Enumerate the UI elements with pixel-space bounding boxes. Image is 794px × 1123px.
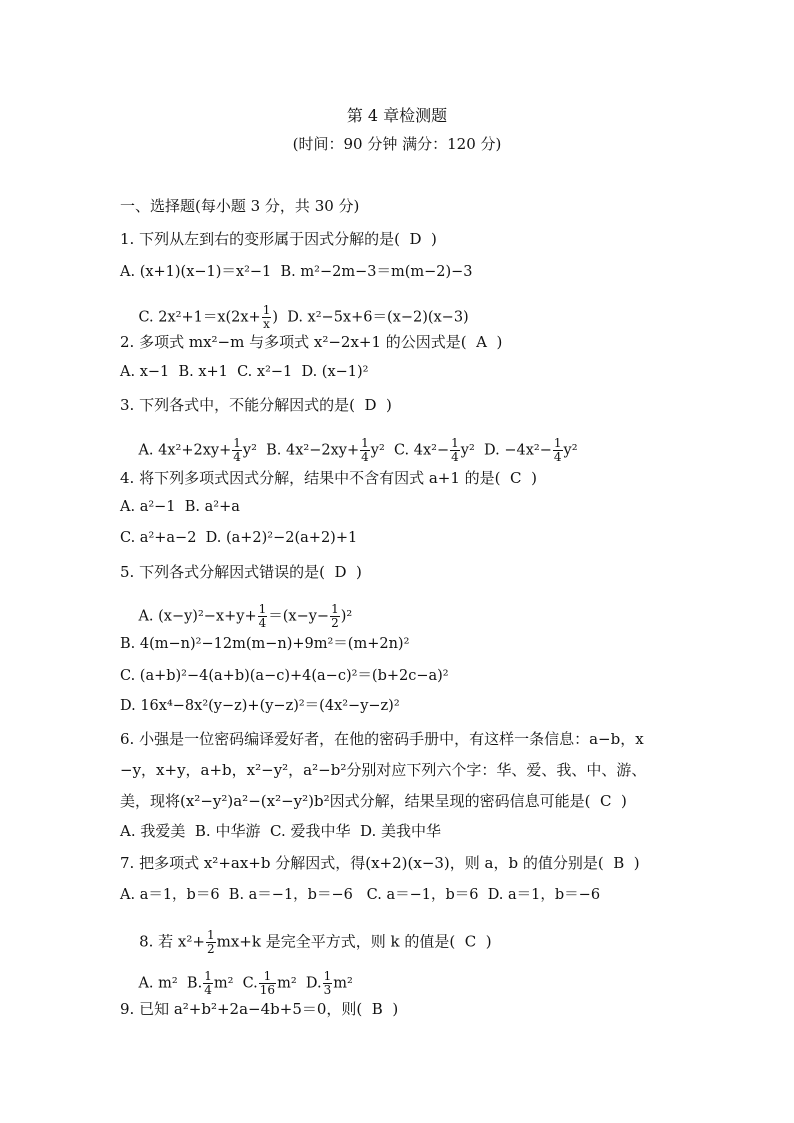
fraction: $\frac{1}{4}$ [553,436,562,464]
question-3-stem: 3. 下列各式中，不能分解因式的是( D ) [120,396,392,414]
question-2-options: A. x−1 B. x+1 C. x²−1 D. (x−1)² [120,364,369,380]
fraction: $\frac{1}{4}$ [361,436,369,464]
section-heading: 一、选择题(每小题 3 分，共 30 分) [120,197,360,215]
fraction: $\frac{1}{4}$ [233,436,241,464]
fraction: $\frac{1}{4}$ [451,436,459,464]
question-7-options: A. a＝1，b＝6 B. a＝−1，b＝−6 C. a＝−1，b＝6 D. a＝1，b＝−6 [120,887,601,903]
fraction: $\frac{1}{4}$ [204,969,212,997]
page-subtitle: (时间：90 分钟 满分：120 分) [292,135,502,153]
question-6-line-2: −y，x+y，a+b，x²−y²，a²−b²分别对应下列六个字：华、爱、我、中、游、 [120,761,647,779]
question-8-options: A. m² B. $\frac{1}{4}$ m² C. $\frac{1}{16}$ m² D. $\frac{1}{3}$ m² [138,969,353,997]
question-5-option-b: B. 4(m−n)²−12m(m−n)+9m²＝(m+2n)² [120,636,410,652]
question-4-stem: 4. 将下列多项式因式分解，结果中不含有因式 a+1 的是( C ) [120,469,537,487]
question-1-options-cd: C. 2x²+1＝x(2x+ $\frac{1}{x}$ ) D. x²−5x+6＝(x−2)(x−3) [138,303,469,331]
question-6-line-3: 美，现将(x²−y²)a²−(x²−y²)b²因式分解，结果呈现的密码信息可能是( C ) [120,792,627,810]
question-6-line-1: 6. 小强是一位密码编译爱好者，在他的密码手册中，有这样一条信息：a−b，x [120,730,644,748]
question-5-option-a: A. (x−y)²−x+y+ $\frac{1}{4}$ ＝(x−y− $\frac{1}{2}$ )² [138,602,353,630]
question-2-stem: 2. 多项式 mx²−m 与多项式 x²−2x+1 的公因式是( A ) [120,333,503,351]
fraction: $\frac{1}{x}$ [262,303,271,331]
question-1-options-ab: A. (x+1)(x−1)＝x²−1 B. m²−2m−3＝m(m−2)−3 [120,264,473,280]
fraction: $\frac{1}{16}$ [259,969,276,997]
question-6-options: A. 我爱美 B. 中华游 C. 爱我中华 D. 美我中华 [120,822,442,840]
page-title: 第 4 章检测题 [346,106,448,125]
question-5-option-c: C. (a+b)²−4(a+b)(a−c)+4(a−c)²＝(b+2c−a)² [120,668,449,684]
question-5-stem: 5. 下列各式分解因式错误的是( D ) [120,563,362,581]
question-4-options-ab: A. a²−1 B. a²+a [120,499,240,515]
question-1-stem: 1. 下列从左到右的变形属于因式分解的是( D ) [120,230,437,248]
question-8-stem: 8. 若 x²+ $\frac{1}{2}$ mx+k 是完全平方式，则 k 的值是( C ) [139,928,492,956]
question-5-option-d: D. 16x⁴−8x²(y−z)+(y−z)²＝(4x²−y−z)² [120,698,400,714]
fraction: $\frac{1}{4}$ [258,602,267,630]
question-9-stem: 9. 已知 a²+b²+2a−4b+5＝0，则( B ) [120,1000,399,1018]
question-3-options: A. 4x²+2xy+ $\frac{1}{4}$ y² B. 4x²−2xy+ $\frac{1}{4}$ y² C. 4x²− $\frac{1}{4}$ y² D. −4x²− $\frac{1}{4}$ y² [138,436,578,464]
question-7-stem: 7. 把多项式 x²+ax+b 分解因式，得(x+2)(x−3)，则 a，b 的值分别是( B ) [120,854,640,872]
fraction: $\frac{1}{2}$ [206,928,215,956]
fraction: $\frac{1}{2}$ [331,602,339,630]
question-4-options-cd: C. a²+a−2 D. (a+2)²−2(a+2)+1 [120,530,358,546]
fraction: $\frac{1}{3}$ [323,969,332,997]
